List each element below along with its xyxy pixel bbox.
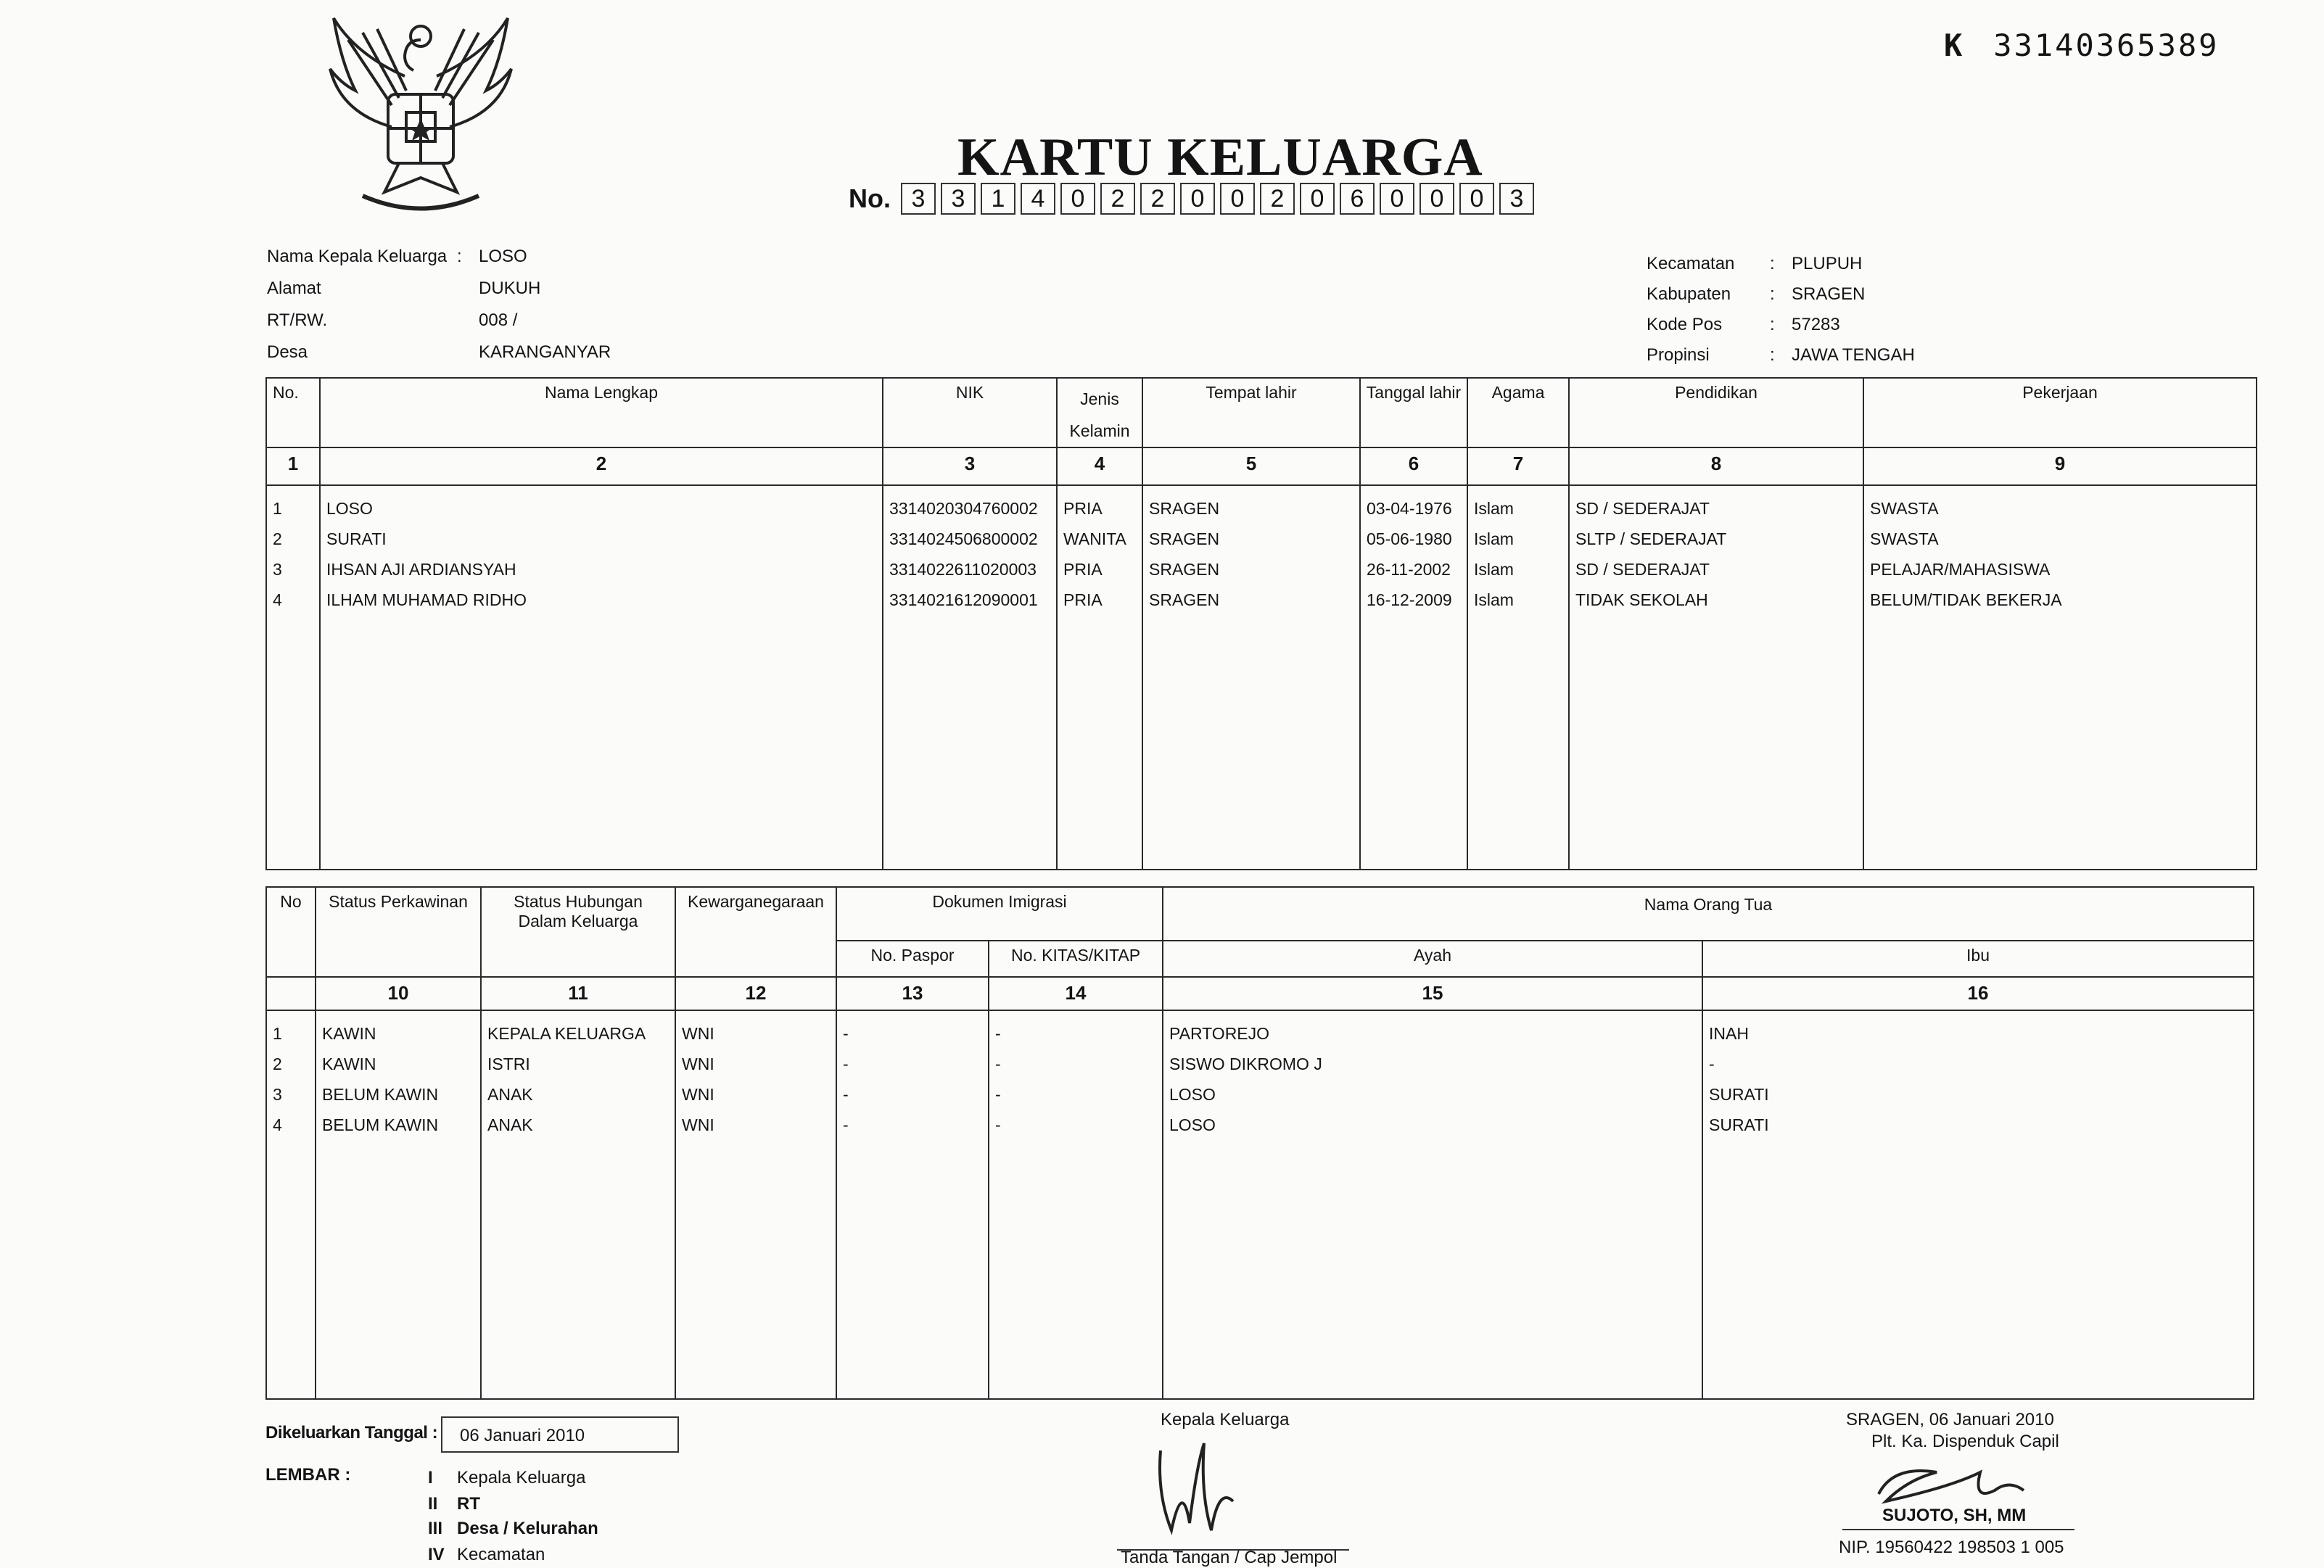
col-number: 16 bbox=[1702, 977, 2254, 1010]
col-header: Dokumen Imigrasi bbox=[836, 887, 1163, 941]
garuda-emblem-icon bbox=[312, 11, 530, 228]
col-number: 12 bbox=[675, 977, 836, 1010]
info-label: Alamat bbox=[267, 278, 321, 298]
table-cell: - bbox=[843, 1024, 849, 1043]
table-cell: PRIA bbox=[1063, 499, 1103, 518]
table-cell: KEPALA KELUARGA bbox=[487, 1024, 646, 1043]
kk-digit: 0 bbox=[1300, 183, 1335, 215]
serial-number bbox=[1944, 28, 2219, 63]
col-number: 4 bbox=[1057, 447, 1142, 485]
kk-digit: 0 bbox=[1459, 183, 1494, 215]
right-info: Kecamatan : PLUPUH Kabupaten : SRAGEN Kode Pos : 57283 Propinsi : JAWA TENGAH bbox=[1647, 254, 1915, 365]
table-cell: LOSO bbox=[326, 499, 373, 518]
col-number: 15 bbox=[1163, 977, 1702, 1010]
lembar-item: Desa / Kelurahan bbox=[457, 1519, 598, 1538]
table-cell: WNI bbox=[682, 1024, 714, 1043]
col-number: 10 bbox=[316, 977, 481, 1010]
kk-digit: 0 bbox=[1060, 183, 1095, 215]
left-info: Nama Kepala Keluarga : LOSO Alamat DUKUH RT/RW. 008 / Desa KARANGANYAR bbox=[267, 247, 611, 362]
info-label: Propinsi bbox=[1647, 345, 1710, 365]
info-label: Kode Pos bbox=[1647, 315, 1723, 334]
lembar-item: Kepala Keluarga bbox=[457, 1468, 586, 1487]
kk-digit: 3 bbox=[941, 183, 976, 215]
col-header: Nama Lengkap bbox=[320, 378, 883, 447]
col-number bbox=[266, 977, 316, 1010]
table-cell: 1 bbox=[273, 499, 282, 518]
kk-digit: 2 bbox=[1100, 183, 1135, 215]
status-table bbox=[265, 886, 2254, 1400]
serial-prefix: K bbox=[1944, 28, 1965, 63]
kk-digit: 2 bbox=[1140, 183, 1175, 215]
kk-digit: 1 bbox=[981, 183, 1015, 215]
kk-digit: 0 bbox=[1220, 183, 1255, 215]
kk-digit: 0 bbox=[1419, 183, 1454, 215]
info-label: Nama Kepala Keluarga bbox=[267, 247, 448, 266]
official-title: Plt. Ka. Dispenduk Capil bbox=[1871, 1432, 2059, 1451]
official-signature-line bbox=[1842, 1529, 2074, 1530]
serial-value: 33140365389 bbox=[1993, 28, 2220, 63]
official-name: SUJOTO, SH, MM bbox=[1882, 1506, 2027, 1525]
col-header: Status Perkawinan bbox=[316, 887, 481, 977]
col-header: No. bbox=[266, 378, 320, 447]
col-number: 6 bbox=[1360, 447, 1467, 485]
col-header: Tempat lahir bbox=[1142, 378, 1360, 447]
info-label: Kabupaten bbox=[1647, 284, 1731, 304]
lembar-item: RT bbox=[457, 1494, 480, 1514]
members-table bbox=[265, 377, 2257, 870]
info-value: DUKUH bbox=[479, 278, 541, 298]
col-header: Kewarganegaraan bbox=[675, 887, 836, 977]
lembar-list: I Kepala Keluarga II RT III Desa / Kelurahan IV Kecamatan bbox=[428, 1468, 598, 1564]
col-header: Ayah bbox=[1163, 941, 1702, 977]
col-number: 2 bbox=[320, 447, 883, 485]
kk-digit: 6 bbox=[1340, 183, 1375, 215]
info-label: Kecamatan bbox=[1647, 254, 1735, 273]
issued-date: 06 Januari 2010 bbox=[441, 1416, 679, 1453]
document-title: KARTU KELUARGA bbox=[957, 128, 1483, 187]
kk-digit: 3 bbox=[1499, 183, 1534, 215]
official-nip: NIP. 19560422 198503 1 005 bbox=[1839, 1538, 2064, 1557]
info-value: PLUPUH bbox=[1792, 254, 1863, 273]
col-number: 1 bbox=[266, 447, 320, 485]
col-number: 3 bbox=[883, 447, 1057, 485]
table-cell: 3314020304760002 bbox=[889, 499, 1038, 518]
signature-caption: Tanda Tangan / Cap Jempol bbox=[1121, 1548, 1338, 1567]
col-header: Agama bbox=[1467, 378, 1569, 447]
lembar-label: LEMBAR : bbox=[265, 1465, 351, 1485]
col-header: No. Paspor bbox=[836, 941, 989, 977]
table-cell: PARTOREJO bbox=[1169, 1024, 1270, 1043]
table-cell: 1 bbox=[273, 1024, 282, 1043]
table-cell: SWASTA bbox=[1870, 499, 1939, 518]
col-header: Pendidikan bbox=[1569, 378, 1863, 447]
kk-digit: 0 bbox=[1380, 183, 1414, 215]
info-value: 008 / bbox=[479, 310, 518, 330]
lembar-item: Kecamatan bbox=[457, 1545, 545, 1564]
table-body: 1 2 3 4 LOSO SURATI IHSAN AJI ARDIANSYAH ILHAM MUHAMAD RIDHO 3314020304760002 3314024506800002 3314022611020003 3314021612090001 PRIA WANITA PRIA PRIA SRAGEN SRAGEN SRAGEN SRAGEN 03-04-1976 05-06-1980 26-11-2002 16-12-2009 Islam Islam Islam Islam SD / SEDERAJAT SLTP / SEDERAJAT SD / SEDERAJAT TIDAK SEKOLAH SWASTA SWASTA PELAJAR/MAHASISWA BELUM/TIDAK BEKERJA bbox=[266, 485, 2257, 870]
col-number: 5 bbox=[1142, 447, 1360, 485]
table-cell: KAWIN bbox=[322, 1024, 376, 1043]
issued-label: Dikeluarkan Tanggal : bbox=[265, 1423, 438, 1443]
col-number: 7 bbox=[1467, 447, 1569, 485]
col-header: No. KITAS/KITAP bbox=[989, 941, 1163, 977]
col-header: Tanggal lahir bbox=[1360, 378, 1467, 447]
col-header: No bbox=[266, 887, 316, 977]
info-value: KARANGANYAR bbox=[479, 342, 611, 362]
kk-number-label: No. bbox=[849, 183, 891, 213]
kk-digit: 0 bbox=[1180, 183, 1215, 215]
col-number: 8 bbox=[1569, 447, 1863, 485]
col-number: 14 bbox=[989, 977, 1163, 1010]
table-body: 1 2 3 4 KAWIN KAWIN BELUM KAWIN BELUM KAWIN KEPALA KELUARGA ISTRI ANAK ANAK WNI WNI WNI WNI - - - - - - - - PARTOREJO SISWO DIKROMO J LOSO LOSO INAH - SURATI SURATI bbox=[266, 1010, 2254, 1399]
table-cell: - bbox=[995, 1024, 1001, 1043]
col-header: Jenis Kelamin bbox=[1057, 378, 1142, 447]
col-number: 9 bbox=[1863, 447, 2257, 485]
kk-number bbox=[849, 183, 1539, 215]
info-value: JAWA TENGAH bbox=[1792, 345, 1915, 365]
info-value: 57283 bbox=[1792, 315, 1840, 334]
place-date: SRAGEN, 06 Januari 2010 bbox=[1846, 1410, 2054, 1429]
table-cell: SD / SEDERAJAT bbox=[1575, 499, 1710, 518]
col-header: NIK bbox=[883, 378, 1057, 447]
table-cell: INAH bbox=[1709, 1024, 1749, 1043]
kk-digit: 2 bbox=[1260, 183, 1295, 215]
kk-digit: 3 bbox=[901, 183, 936, 215]
kepala-keluarga-label: Kepala Keluarga bbox=[1161, 1410, 1290, 1429]
col-number: 13 bbox=[836, 977, 989, 1010]
head-signature-icon bbox=[1146, 1421, 1248, 1545]
info-value: SRAGEN bbox=[1792, 284, 1866, 304]
info-label: RT/RW. bbox=[267, 310, 328, 330]
col-header: Nama Orang Tua bbox=[1163, 887, 2254, 941]
col-header: Pekerjaan bbox=[1863, 378, 2257, 447]
kk-digit: 4 bbox=[1021, 183, 1055, 215]
table-cell: SRAGEN bbox=[1149, 499, 1220, 518]
table-cell: 03-04-1976 bbox=[1367, 499, 1452, 518]
info-value: LOSO bbox=[479, 247, 527, 266]
col-number: 11 bbox=[481, 977, 675, 1010]
col-header: Status Hubungan Dalam Keluarga bbox=[481, 887, 675, 977]
table-cell: Islam bbox=[1474, 499, 1514, 518]
info-label: Desa bbox=[267, 342, 308, 362]
col-header: Ibu bbox=[1702, 941, 2254, 977]
